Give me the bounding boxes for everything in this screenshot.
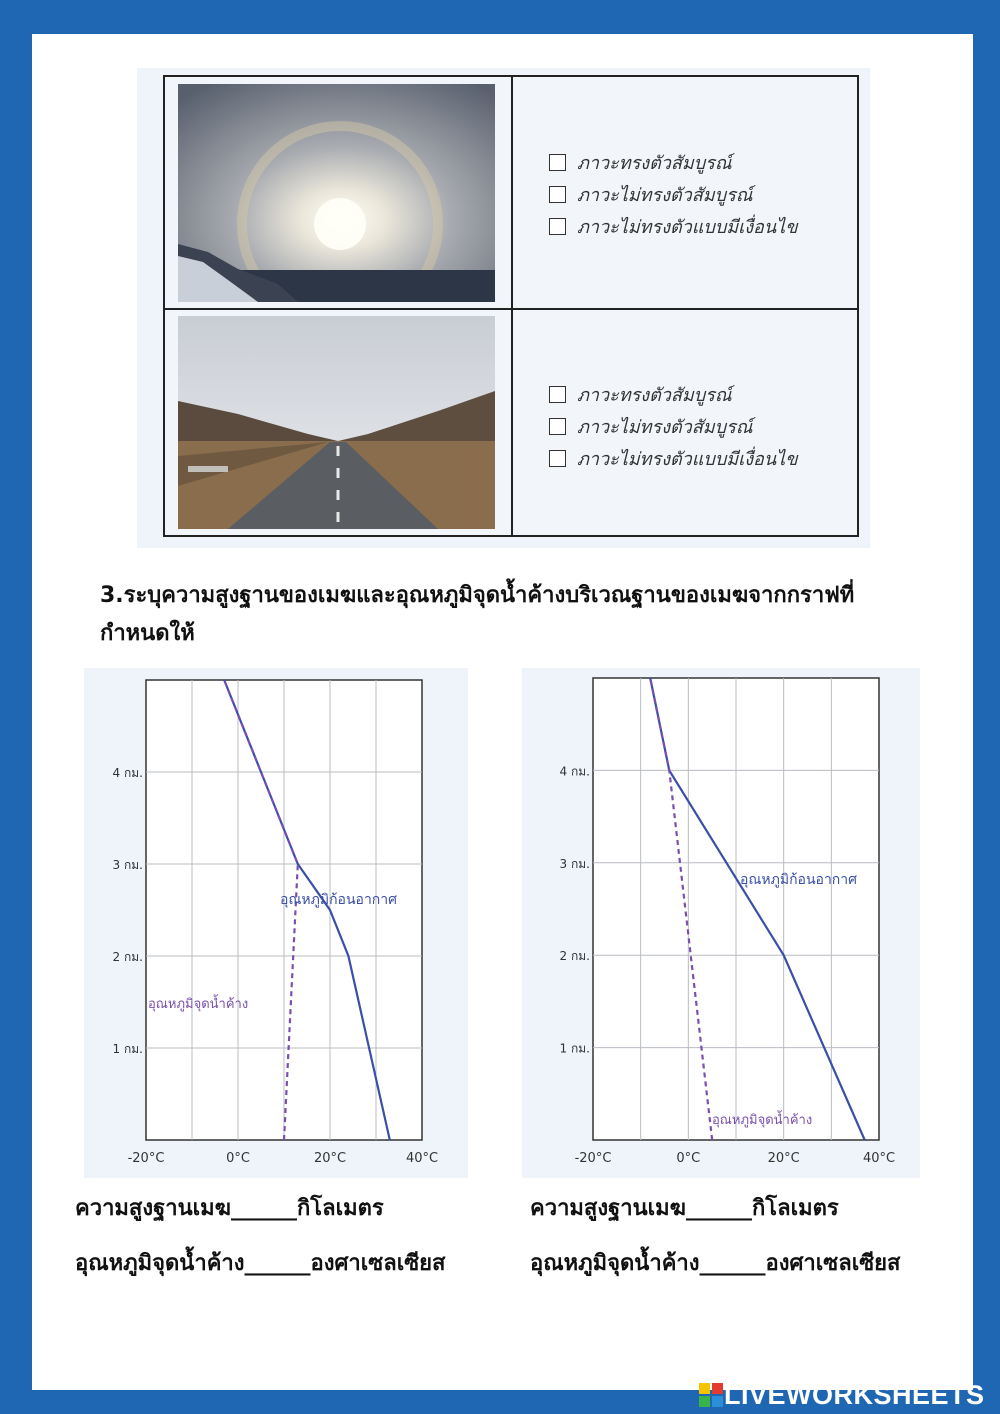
air-temperature-label: อุณหภูมิก้อนอากาศ xyxy=(280,892,398,908)
y-tick-label: 3 กม. xyxy=(559,856,590,871)
x-tick-label: 40°C xyxy=(405,1151,439,1166)
y-tick-label: 3 กม. xyxy=(112,858,143,872)
x-tick-label: -20°C xyxy=(127,1151,165,1166)
option-label: ภาวะทรงตัวสัมบูรณ์ xyxy=(577,152,732,174)
x-tick-label: -20°C xyxy=(574,1151,612,1166)
chart-svg xyxy=(84,668,468,1178)
checkbox[interactable] xyxy=(549,154,566,171)
answer-cloud-base-left[interactable]: ความสูงฐานเมฆ______กิโลเมตร xyxy=(75,1196,384,1221)
x-tick-label: 0°C xyxy=(226,1151,250,1166)
option-label: ภาวะไม่ทรงตัวสัมบูรณ์ xyxy=(577,184,753,206)
option-conditional-instability-1[interactable] xyxy=(549,210,798,242)
x-tick-label: 20°C xyxy=(313,1151,347,1166)
checkbox[interactable] xyxy=(549,218,566,235)
cloudy-road-photo xyxy=(178,316,495,529)
question-3: 3.ระบุความสูงฐานของเมฆและอุณหภูมิจุดน้ำค้างบริเวณฐานของเมฆจากกราฟที่กำหนดให้ xyxy=(100,583,855,646)
dew-point-label: อุณหภูมิจุดน้ำค้าง xyxy=(148,997,249,1012)
y-tick-label: 4 กม. xyxy=(112,766,143,780)
checkbox[interactable] xyxy=(549,386,566,403)
x-tick-label: 20°C xyxy=(767,1151,800,1166)
option-absolute-instability-2[interactable] xyxy=(549,410,798,442)
option-label: ภาวะไม่ทรงตัวแบบมีเงื่อนไข xyxy=(577,216,798,238)
option-label: ภาวะทรงตัวสัมบูรณ์ xyxy=(577,384,732,406)
answer-cloud-base-right[interactable]: ความสูงฐานเมฆ______กิโลเมตร xyxy=(530,1196,839,1221)
table-divider-vertical xyxy=(511,77,513,535)
option-absolute-stability-1[interactable] xyxy=(549,146,798,178)
checkbox[interactable] xyxy=(549,418,566,435)
air-temperature-label: อุณหภูมิก้อนอากาศ xyxy=(740,872,858,888)
y-tick-label: 2 กม. xyxy=(559,949,590,964)
option-absolute-instability-1[interactable] xyxy=(549,178,798,210)
chart-right xyxy=(522,668,920,1178)
liveworksheets-logo xyxy=(698,1378,985,1412)
y-tick-label: 2 กม. xyxy=(112,950,143,964)
y-tick-label: 1 กม. xyxy=(112,1042,143,1056)
option-absolute-stability-2[interactable] xyxy=(549,378,798,410)
options-row-1 xyxy=(549,146,798,242)
option-conditional-instability-2[interactable] xyxy=(549,442,798,474)
chart-left xyxy=(84,668,468,1178)
checkbox[interactable] xyxy=(549,186,566,203)
checkbox[interactable] xyxy=(549,450,566,467)
sun-halo-photo xyxy=(178,84,495,302)
options-row-2 xyxy=(549,378,798,474)
x-tick-label: 0°C xyxy=(676,1151,701,1166)
x-tick-label: 40°C xyxy=(862,1151,896,1166)
answer-dew-point-right[interactable]: อุณหภูมิจุดน้ำค้าง______องศาเซลเซียส xyxy=(530,1251,901,1276)
table-divider-horizontal xyxy=(165,308,857,310)
chart-svg xyxy=(522,668,920,1178)
y-tick-label: 1 กม. xyxy=(559,1041,590,1056)
option-label: ภาวะไม่ทรงตัวแบบมีเงื่อนไข xyxy=(577,448,798,470)
y-tick-label: 4 กม. xyxy=(559,764,590,779)
logo-text: LIVEWORKSHEETS xyxy=(724,1379,985,1410)
logo-icon xyxy=(698,1382,724,1408)
option-label: ภาวะไม่ทรงตัวสัมบูรณ์ xyxy=(577,416,753,438)
answer-dew-point-left[interactable]: อุณหภูมิจุดน้ำค้าง______องศาเซลเซียส xyxy=(75,1251,446,1276)
dew-point-label: อุณหภูมิจุดน้ำค้าง xyxy=(712,1113,813,1128)
